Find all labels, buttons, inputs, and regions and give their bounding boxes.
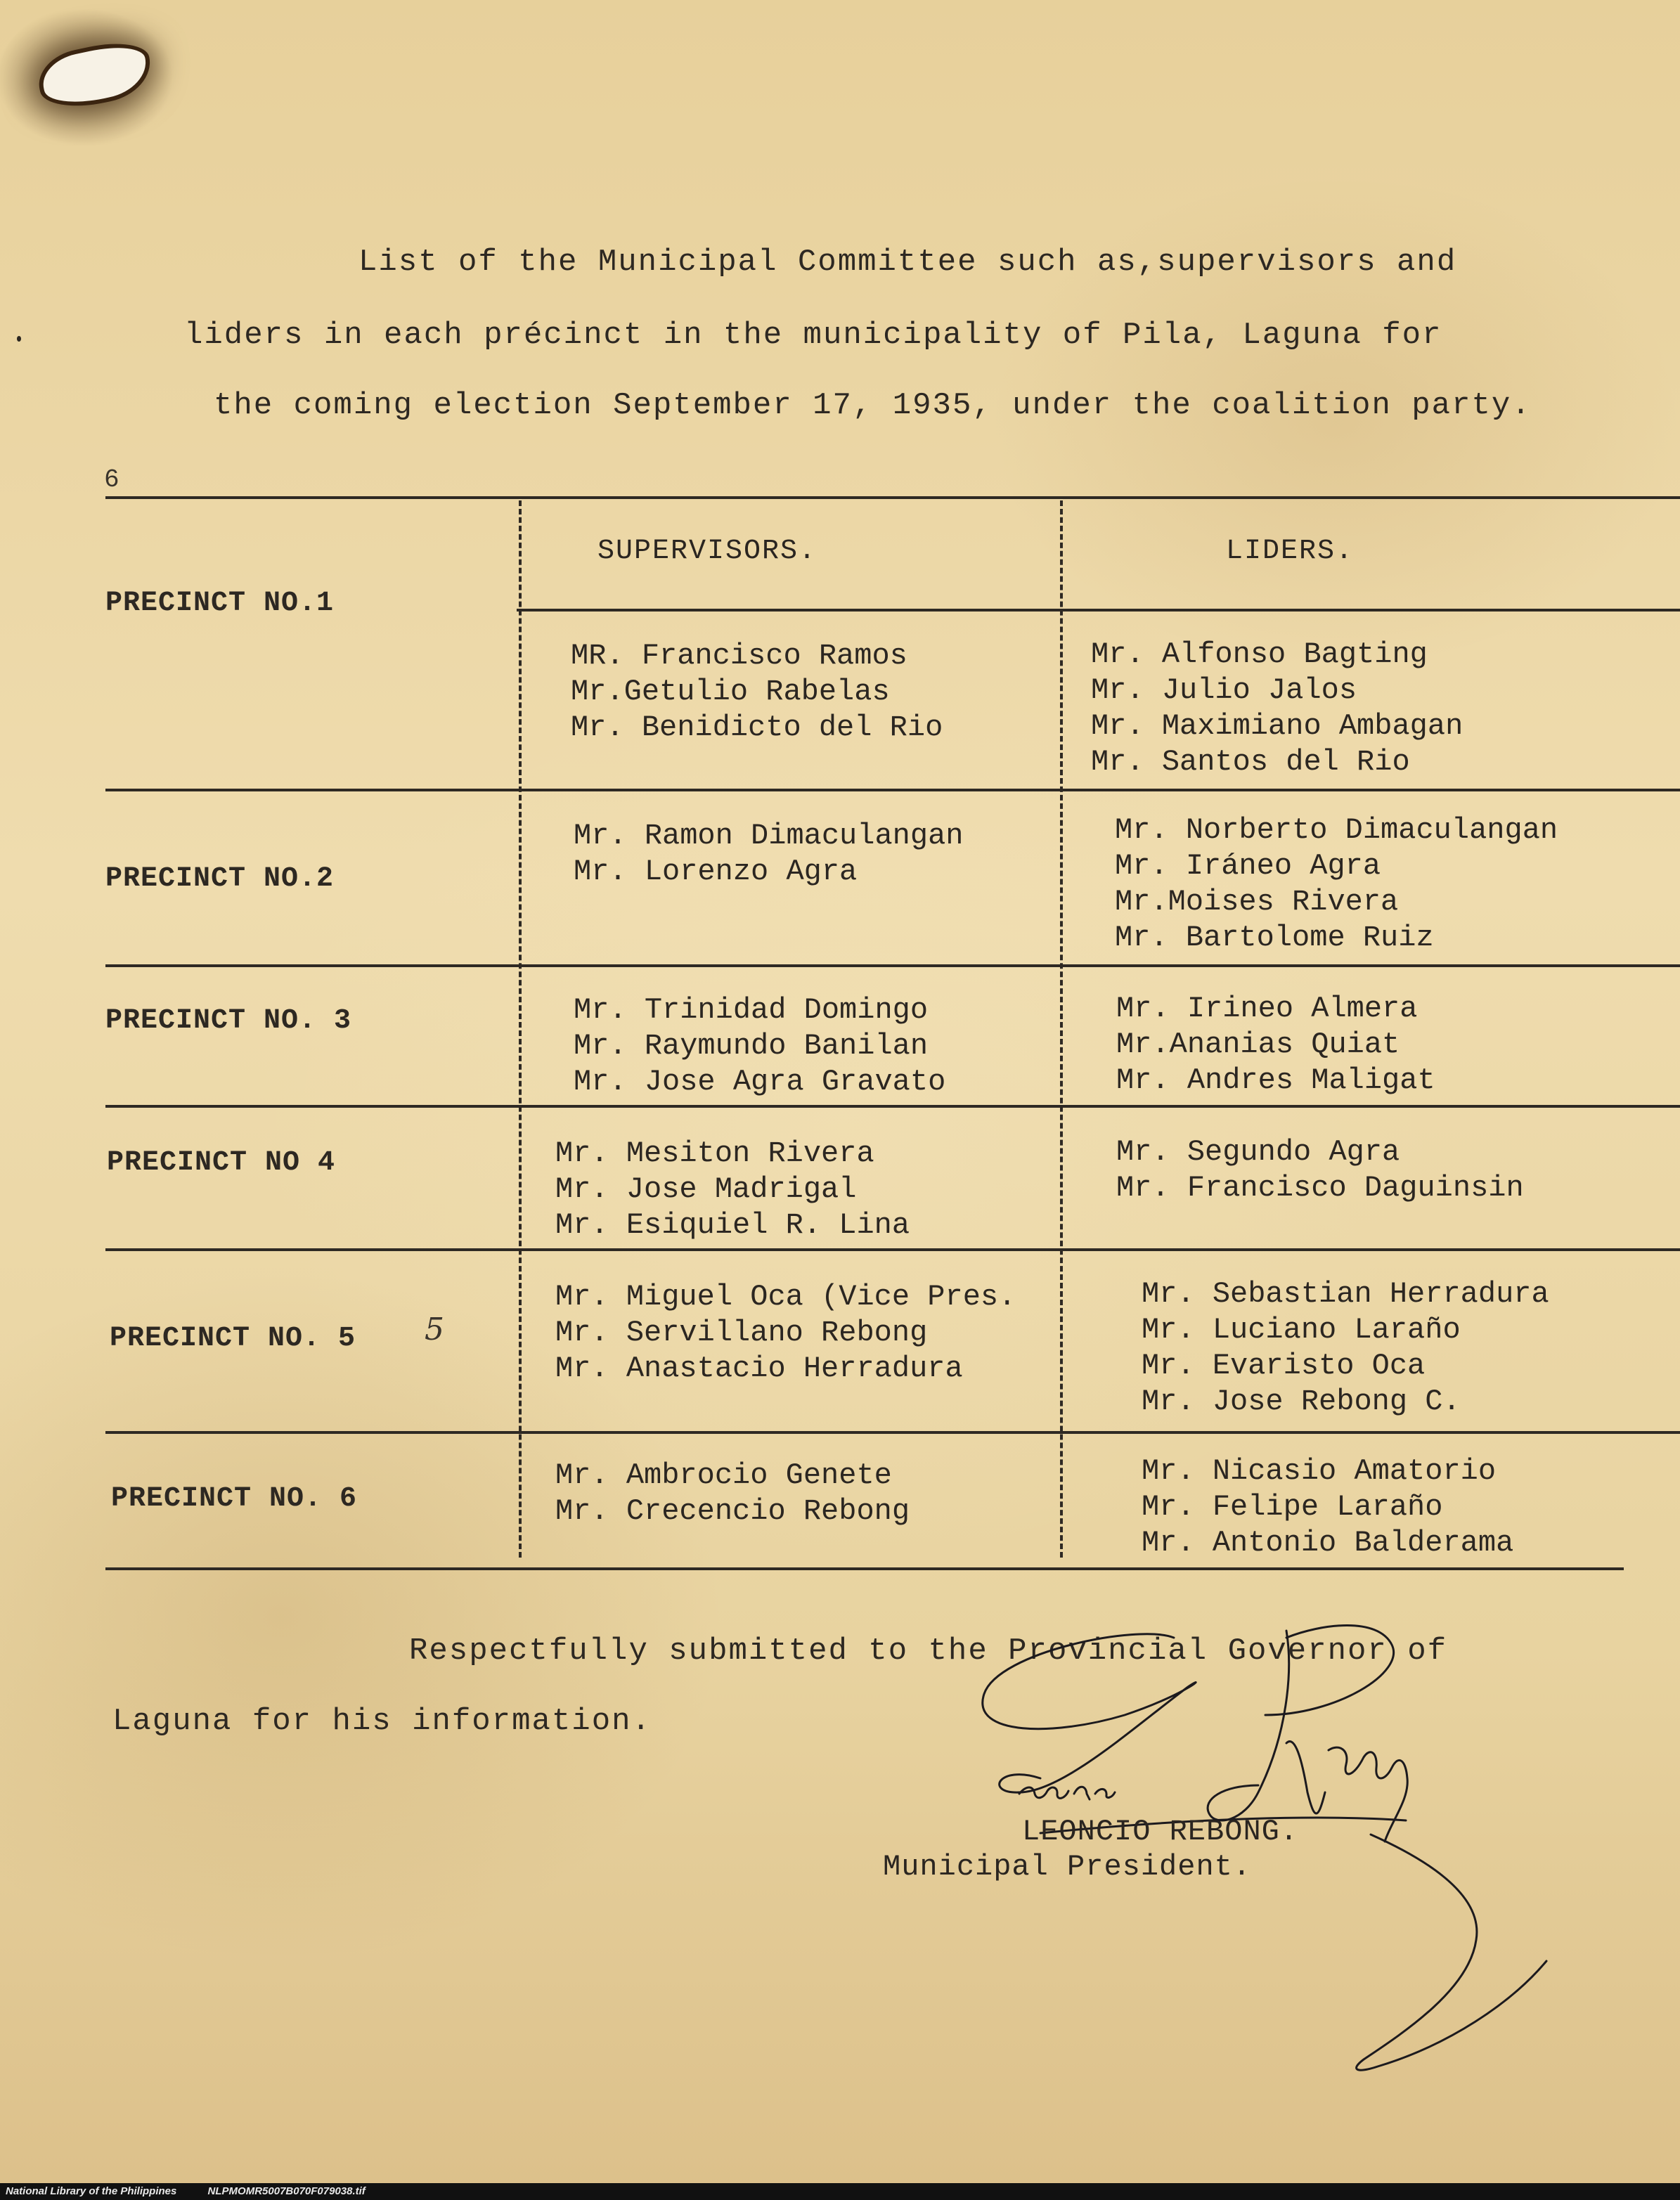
list-item: Mr. Benidicto del Rio [571, 711, 943, 744]
burn-hole-damage [38, 40, 151, 110]
list-item: Mr. Segundo Agra [1116, 1135, 1400, 1169]
row-divider-4 [105, 1248, 1680, 1251]
heading-line-3: the coming election September 17, 1935, under the coalition party. [214, 388, 1532, 423]
signature-stroke-surname [1286, 1742, 1407, 1842]
precinct-5-supervisors [555, 1279, 1016, 1387]
list-item: Mr. Servillano Rebong [555, 1316, 928, 1350]
table-top-rule [105, 496, 1680, 499]
liders-header: LIDERS. [1226, 536, 1355, 567]
list-item: Mr. Nicasio Amatorio [1142, 1454, 1497, 1488]
list-item: Mr. Raymundo Banilan [574, 1029, 929, 1063]
precinct-4-supervisors [555, 1136, 910, 1243]
list-item: Mr. Jose Agra Gravato [574, 1065, 946, 1099]
list-item: Mr. Bartolome Ruiz [1115, 921, 1434, 955]
archive-footer [0, 2183, 1680, 2200]
precinct-4-liders [1116, 1134, 1524, 1206]
precinct-3-supervisors [574, 992, 945, 1100]
list-item: Mr. Felipe Laraño [1142, 1490, 1443, 1524]
list-item: Mr. Francisco Daguinsin [1116, 1171, 1524, 1205]
precinct-1-liders [1091, 637, 1463, 780]
signatory-name: LEONCIO REBONG. [1022, 1815, 1299, 1849]
list-item: Mr. Crecencio Rebong [555, 1494, 910, 1528]
precinct-6-liders [1142, 1454, 1513, 1561]
signature-stroke-r-stem [1208, 1631, 1289, 1820]
ink-speck [17, 336, 21, 342]
list-item: Mr.Ananias Quiat [1116, 1028, 1400, 1061]
precinct-1-label: PRECINCT NO.1 [105, 588, 335, 619]
signatory-title: Municipal President. [883, 1850, 1252, 1884]
precinct-3-label: PRECINCT NO. 3 [105, 1005, 352, 1037]
list-item: Mr. Alfonso Bagting [1091, 638, 1428, 671]
precinct-5-handwritten-correction: 5 [425, 1312, 444, 1347]
precinct-5-liders [1142, 1276, 1549, 1420]
precinct-2-label: PRECINCT NO.2 [105, 863, 335, 895]
precinct-6-label: PRECINCT NO. 6 [111, 1483, 358, 1515]
list-item: Mr. Anastacio Herradura [555, 1352, 963, 1385]
precinct-5-label: PRECINCT NO. 5 [110, 1323, 356, 1354]
header-bottom-rule [517, 609, 1680, 612]
list-item: Mr. Julio Jalos [1091, 673, 1357, 707]
list-item: Mr. Mesiton Rivera [555, 1137, 874, 1170]
signature-stroke-tail [1357, 1835, 1546, 2070]
page-number: 6 [104, 465, 119, 494]
heading-line-1: List of the Municipal Committee such as,supervisors and [358, 245, 1457, 280]
list-item: Mr. Sebastian Herradura [1142, 1277, 1549, 1311]
archive-name: National Library of the Philippines [6, 2185, 177, 2197]
list-item: Mr. Santos del Rio [1091, 745, 1410, 779]
archive-file-id: NLPMOMR5007B070F079038.tif [207, 2185, 366, 2197]
list-item: Mr.Moises Rivera [1115, 885, 1399, 919]
precinct-4-label: PRECINCT NO 4 [107, 1147, 336, 1179]
table-bottom-rule [105, 1567, 1624, 1570]
list-item: Mr. Antonio Balderama [1142, 1526, 1514, 1560]
list-item: Mr. Ramon Dimaculangan [574, 819, 964, 853]
list-item: Mr. Iráneo Agra [1115, 849, 1381, 883]
signature-stroke-l [983, 1634, 1196, 1792]
list-item: Mr. Evaristo Oca [1142, 1349, 1426, 1383]
row-divider-5 [105, 1431, 1680, 1434]
list-item: Mr. Luciano Laraño [1142, 1313, 1461, 1347]
list-item: Mr. Andres Maligat [1116, 1063, 1435, 1097]
supervisors-header: SUPERVISORS. [597, 536, 818, 567]
precinct-6-supervisors [555, 1458, 910, 1529]
precinct-3-liders [1116, 991, 1435, 1099]
signature-stroke-first-name [1019, 1787, 1115, 1799]
list-item: Mr. Norberto Dimaculangan [1115, 813, 1558, 847]
list-item: Mr. Jose Madrigal [555, 1172, 857, 1206]
list-item: MR. Francisco Ramos [571, 639, 907, 673]
list-item: Mr.Getulio Rabelas [571, 675, 890, 708]
precinct-2-supervisors [574, 818, 964, 890]
closing-line-1: Respectfully submitted to the Provincial Governor of [409, 1633, 1448, 1669]
precinct-2-liders [1115, 813, 1558, 956]
list-item: Mr. Maximiano Ambagan [1091, 709, 1463, 743]
list-item: Mr. Jose Rebong C. [1142, 1385, 1461, 1418]
list-item: Mr. Ambrocio Genete [555, 1458, 892, 1492]
heading-line-2: liders in each précinct in the municipality of Pila, Laguna for [184, 318, 1442, 353]
list-item: Mr. Esiquiel R. Lina [555, 1208, 910, 1242]
closing-line-2: Laguna for his information. [112, 1704, 652, 1739]
list-item: Mr. Trinidad Domingo [574, 993, 929, 1027]
column-divider-left [519, 500, 522, 1558]
precinct-1-supervisors [571, 638, 943, 746]
list-item: Mr. Irineo Almera [1116, 992, 1418, 1025]
row-divider-3 [105, 1105, 1680, 1108]
list-item: Mr. Lorenzo Agra [574, 855, 858, 888]
signature-stroke-r-bowl [1265, 1626, 1394, 1716]
row-divider-2 [105, 964, 1680, 967]
list-item: Mr. Miguel Oca (Vice Pres. [555, 1280, 1016, 1314]
row-divider-1 [105, 789, 1680, 791]
column-divider-right [1060, 500, 1063, 1558]
